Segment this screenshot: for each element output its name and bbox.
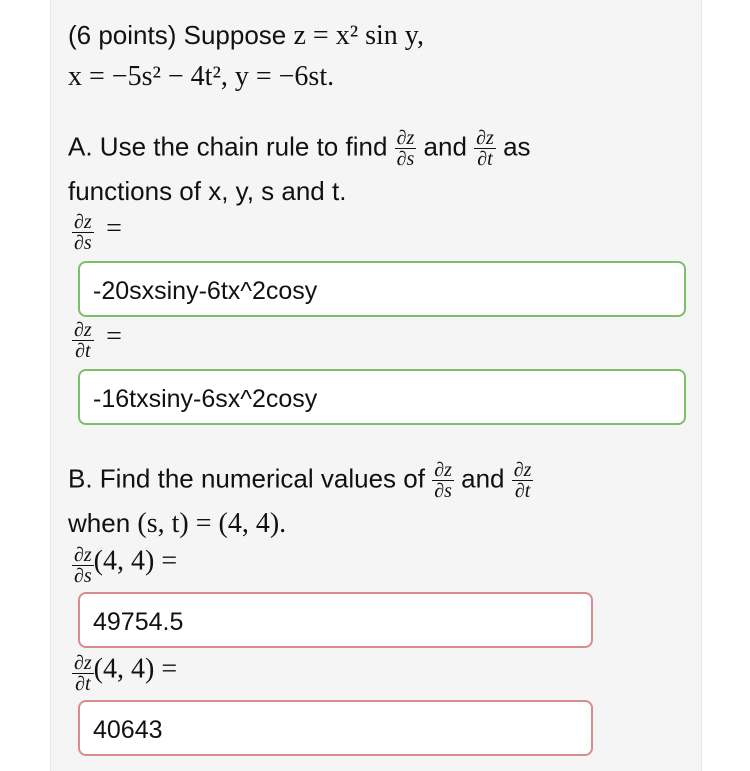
answer-b-dz-ds-input[interactable]: 49754.5 bbox=[78, 592, 593, 648]
question-header bbox=[68, 20, 424, 51]
part-a-line2: functions of x, y, s and t. bbox=[68, 176, 347, 206]
part-a-prompt bbox=[68, 128, 531, 169]
part-b-and: and bbox=[461, 463, 505, 494]
answer-dz-dt-input[interactable]: -16txsiny-6sx^2cosy bbox=[78, 369, 686, 425]
part-b-intro: B. Find the numerical values of bbox=[68, 463, 425, 494]
points-prefix: (6 points) Suppose bbox=[68, 20, 287, 50]
b-dz-ds-label: $\frac{\partial z}{\partial s}$ (4, 4) = bbox=[74, 544, 178, 587]
dz-dt-label: $\frac{\partial z}{\partial t}$ = bbox=[74, 319, 122, 362]
answer-dz-ds-input[interactable]: -20sxsiny-6tx^2cosy bbox=[78, 261, 686, 317]
part-a-and: and bbox=[423, 131, 467, 162]
part-a-as: as bbox=[503, 131, 531, 162]
part-b-when: when (s, t) = (4, 4). bbox=[68, 508, 287, 539]
dz-ds-label: $\frac{\partial z}{\partial s}$ = bbox=[74, 211, 122, 254]
b-dz-dt-label: $\frac{\partial z}{\partial t}$ (4, 4) = bbox=[74, 652, 178, 695]
answer-b-dz-dt-input[interactable]: 40643 bbox=[78, 700, 593, 756]
xy-definition: x = −5s² − 4t², y = −6st. bbox=[68, 61, 335, 92]
part-b-prompt bbox=[68, 460, 533, 501]
b-dz-ds-fraction: $\frac{\partial z}{\partial s}$ bbox=[434, 459, 452, 502]
z-definition: z = x² sin y, bbox=[293, 20, 424, 51]
dz-dt-fraction: $\frac{\partial z}{\partial t}$ bbox=[476, 127, 494, 170]
b-dz-dt-fraction: $\frac{\partial z}{\partial t}$ bbox=[513, 459, 532, 502]
dz-ds-fraction: $\frac{\partial z}{\partial s}$ bbox=[396, 127, 415, 170]
part-a-intro: A. Use the chain rule to find bbox=[68, 131, 388, 162]
